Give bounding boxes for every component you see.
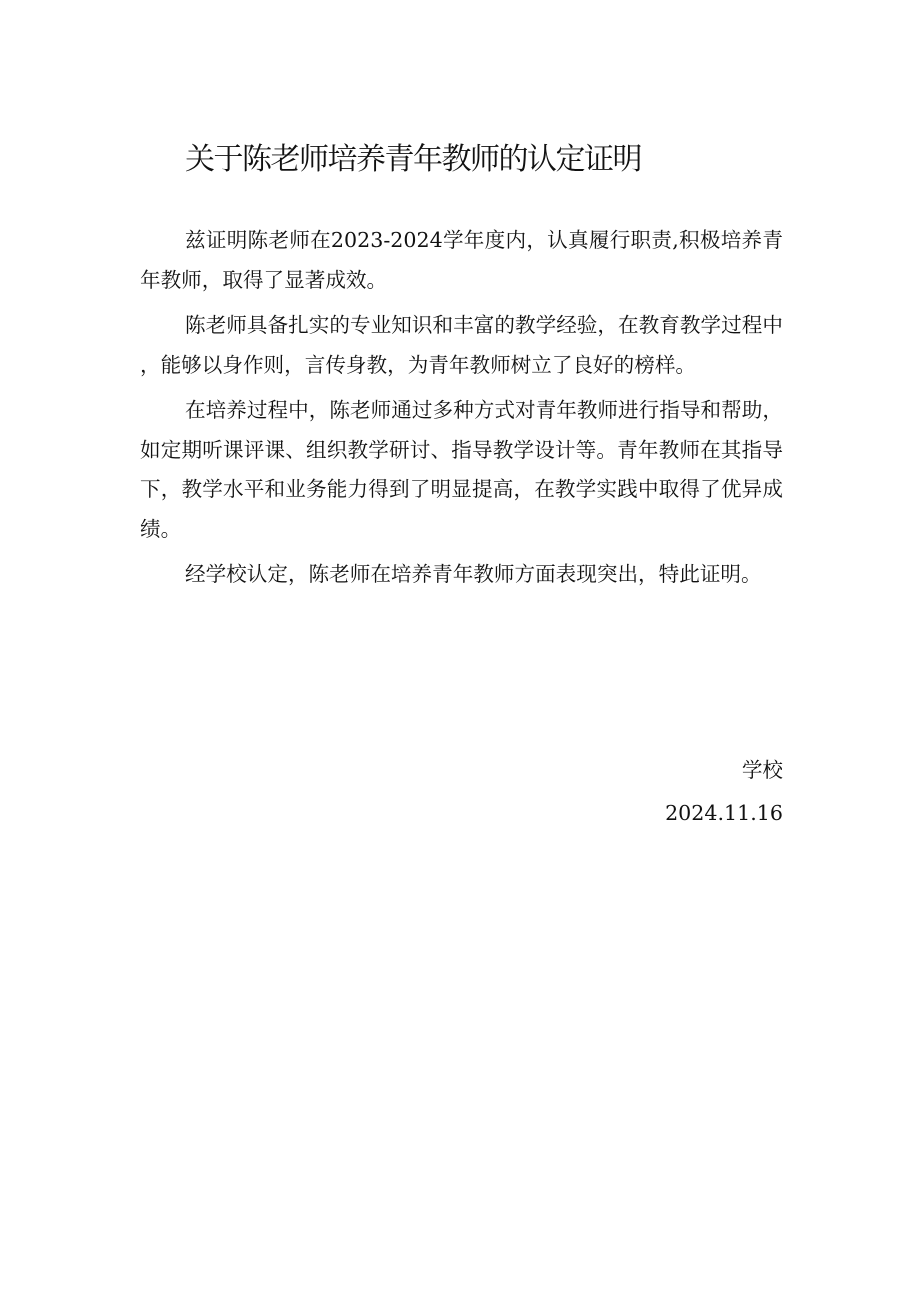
issue-date: 2024.11.16 bbox=[665, 801, 783, 825]
signature-block bbox=[665, 749, 783, 835]
paragraph-qualifications: 陈老师具备扎实的专业知识和丰富的教学经验，在教育教学过程中，能够以身作则，言传身教，为青年教师树立了良好的榜样。 bbox=[140, 313, 783, 377]
document-title: 关于陈老师培养青年教师的认定证明 bbox=[185, 142, 641, 177]
paragraph-certification: 兹证明陈老师在2023-2024学年度内，认真履行职责,积极培养青年教师，取得了显著成效。 bbox=[140, 228, 783, 292]
paragraph-conclusion: 经学校认定，陈老师在培养青年教师方面表现突出，特此证明。 bbox=[185, 562, 762, 586]
paragraph-mentoring: 在培养过程中，陈老师通过多种方式对青年教师进行指导和帮助，如定期听课评课、组织教学研讨、指导教学设计等。青年教师在其指导下，教学水平和业务能力得到了明显提高，在教学实践中取得了优异成绩。 bbox=[140, 398, 783, 541]
issuer-name: 学校 bbox=[741, 758, 783, 782]
document-body bbox=[140, 221, 783, 595]
